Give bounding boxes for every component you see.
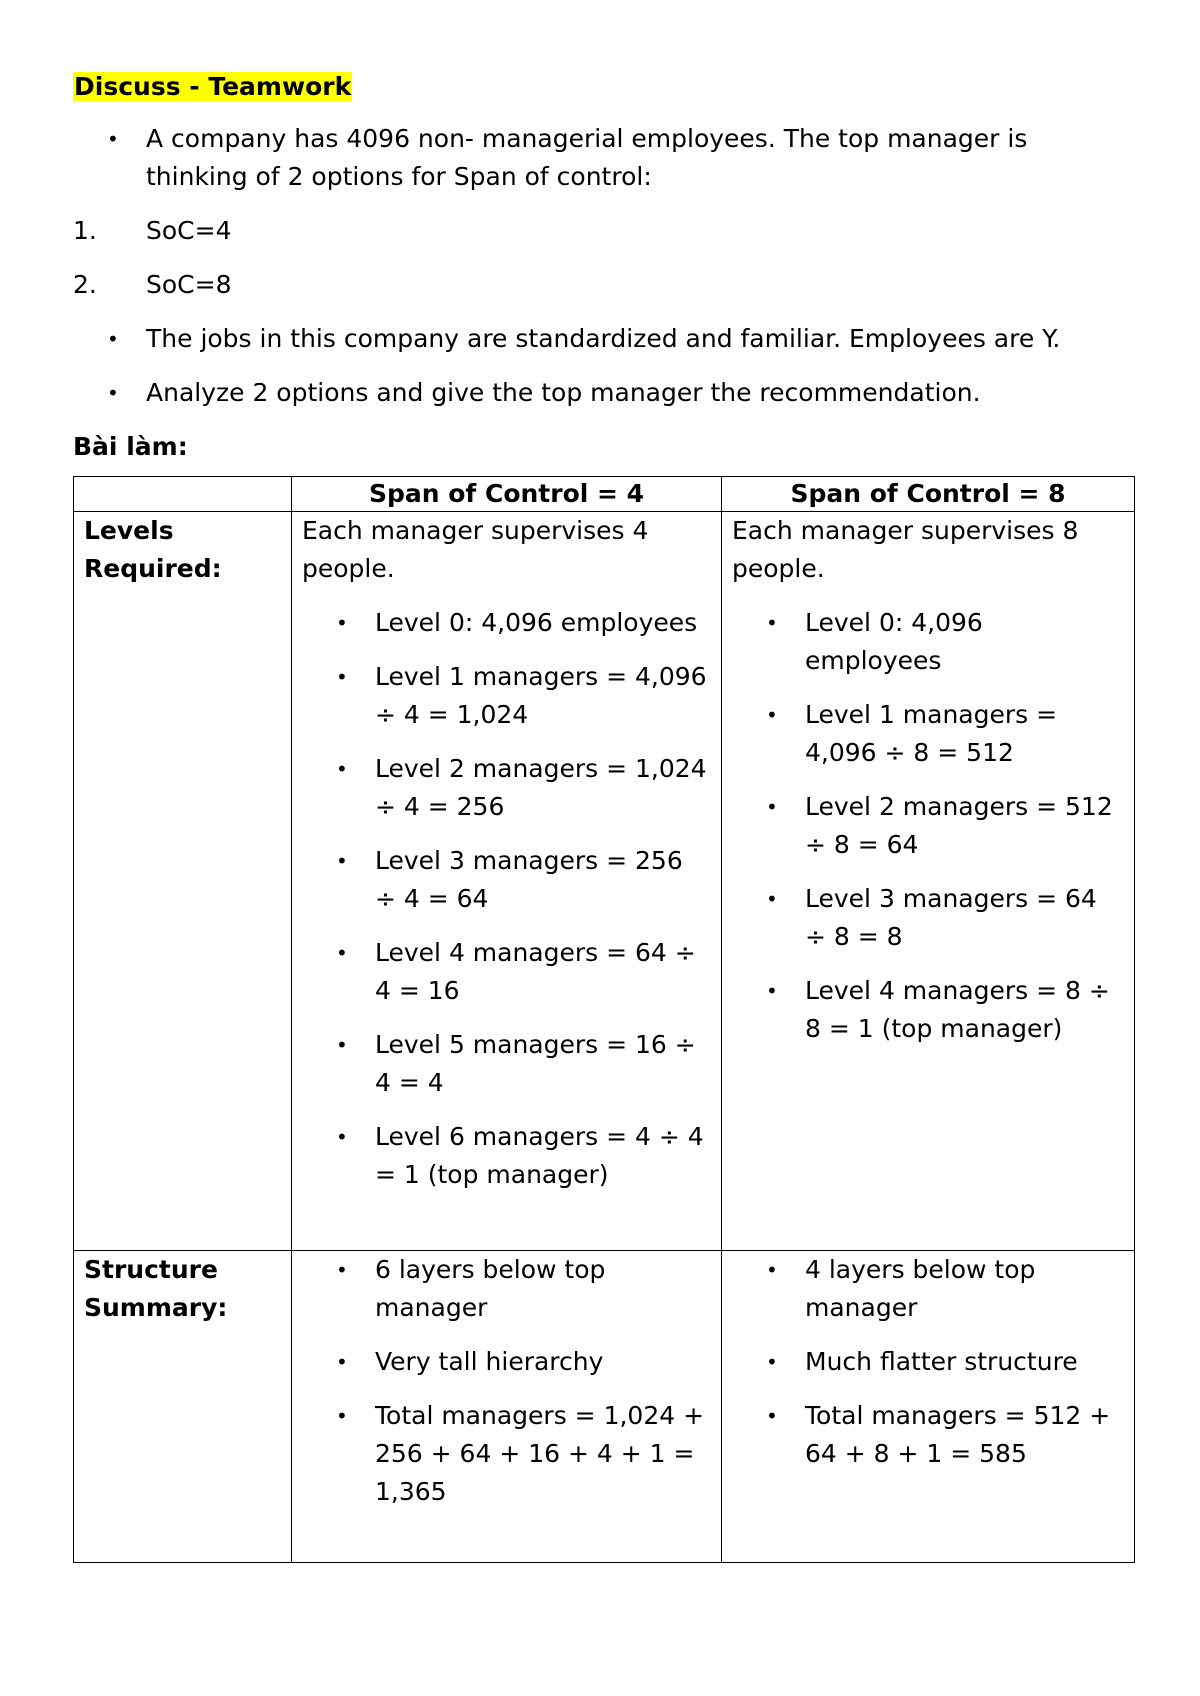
levels-soc-8-cell <box>722 512 1135 1251</box>
title-highlight: Discuss - Teamwork <box>74 72 352 101</box>
table-row <box>74 1251 1135 1563</box>
intro-list <box>73 120 1133 412</box>
list-item: • Total managers = 1,024 + 256 + 64 + 16 + 4 + 1 = 1,365 <box>302 1397 711 1511</box>
intro-item <box>73 374 1133 412</box>
bullet-marker: • <box>107 127 119 151</box>
intro-text: The jobs in this company are standardized and familiar. Employees are Y. <box>146 324 1061 353</box>
intro-item <box>73 320 1133 358</box>
list-item: • Level 1 managers = 4,096 ÷ 8 = 512 <box>732 696 1124 772</box>
list-item: • Level 4 managers = 64 ÷ 4 = 16 <box>302 934 711 1010</box>
levels-soc-4-list <box>302 604 711 1194</box>
intro-item <box>73 266 1133 304</box>
answer-label: Bài làm: <box>73 432 188 461</box>
intro-item <box>73 212 1133 250</box>
bullet-marker: • <box>107 327 119 351</box>
intro-text: Analyze 2 options and give the top manager the recommendation. <box>146 378 981 407</box>
structure-soc-8-list <box>732 1251 1124 1473</box>
list-item: • Level 1 managers = 4,096 ÷ 4 = 1,024 <box>302 658 711 734</box>
number-marker: 2. <box>73 270 97 299</box>
levels-soc-8-list <box>732 604 1124 1048</box>
document-page <box>73 70 1133 1563</box>
list-item: • Total managers = 512 + 64 + 8 + 1 = 585 <box>732 1397 1124 1473</box>
table-header-row <box>74 477 1135 512</box>
structure-soc-4-cell <box>292 1251 722 1563</box>
list-item: • 6 layers below top manager <box>302 1251 711 1327</box>
list-item: • 4 layers below top manager <box>732 1251 1124 1327</box>
list-item: • Level 3 managers = 64 ÷ 8 = 8 <box>732 880 1124 956</box>
header-soc-4: Span of Control = 4 <box>292 477 722 512</box>
list-item: • Very tall hierarchy <box>302 1343 711 1381</box>
list-item: • Level 5 managers = 16 ÷ 4 = 4 <box>302 1026 711 1102</box>
list-item: • Level 6 managers = 4 ÷ 4 = 1 (top manager) <box>302 1118 711 1194</box>
structure-soc-4-list <box>302 1251 711 1511</box>
levels-soc-4-cell <box>292 512 722 1251</box>
row-label-structure: Structure Summary: <box>74 1251 292 1563</box>
list-item: • Level 4 managers = 8 ÷ 8 = 1 (top manager) <box>732 972 1124 1048</box>
intro-text: SoC=8 <box>146 270 232 299</box>
intro-item <box>73 120 1133 196</box>
header-soc-8: Span of Control = 8 <box>722 477 1135 512</box>
list-item: • Level 2 managers = 512 ÷ 8 = 64 <box>732 788 1124 864</box>
list-item: • Level 3 managers = 256 ÷ 4 = 64 <box>302 842 711 918</box>
list-item: • Much flatter structure <box>732 1343 1124 1381</box>
intro-text: A company has 4096 non- managerial employees. The top manager is thinking of 2 options for Span of control: <box>146 124 1028 191</box>
comparison-table <box>73 476 1135 1563</box>
list-item: • Level 0: 4,096 employees <box>302 604 711 642</box>
header-empty-cell <box>74 477 292 512</box>
intro-text: SoC=4 <box>146 216 232 245</box>
cell-intro: Each manager supervises 4 people. <box>302 516 649 583</box>
document-title <box>73 70 1133 104</box>
row-label-levels: Levels Required: <box>74 512 292 1251</box>
structure-soc-8-cell <box>722 1251 1135 1563</box>
list-item: • Level 0: 4,096 employees <box>732 604 1124 680</box>
list-item: • Level 2 managers = 1,024 ÷ 4 = 256 <box>302 750 711 826</box>
cell-intro: Each manager supervises 8 people. <box>732 516 1079 583</box>
table-row <box>74 512 1135 1251</box>
number-marker: 1. <box>73 216 97 245</box>
bullet-marker: • <box>107 381 119 405</box>
